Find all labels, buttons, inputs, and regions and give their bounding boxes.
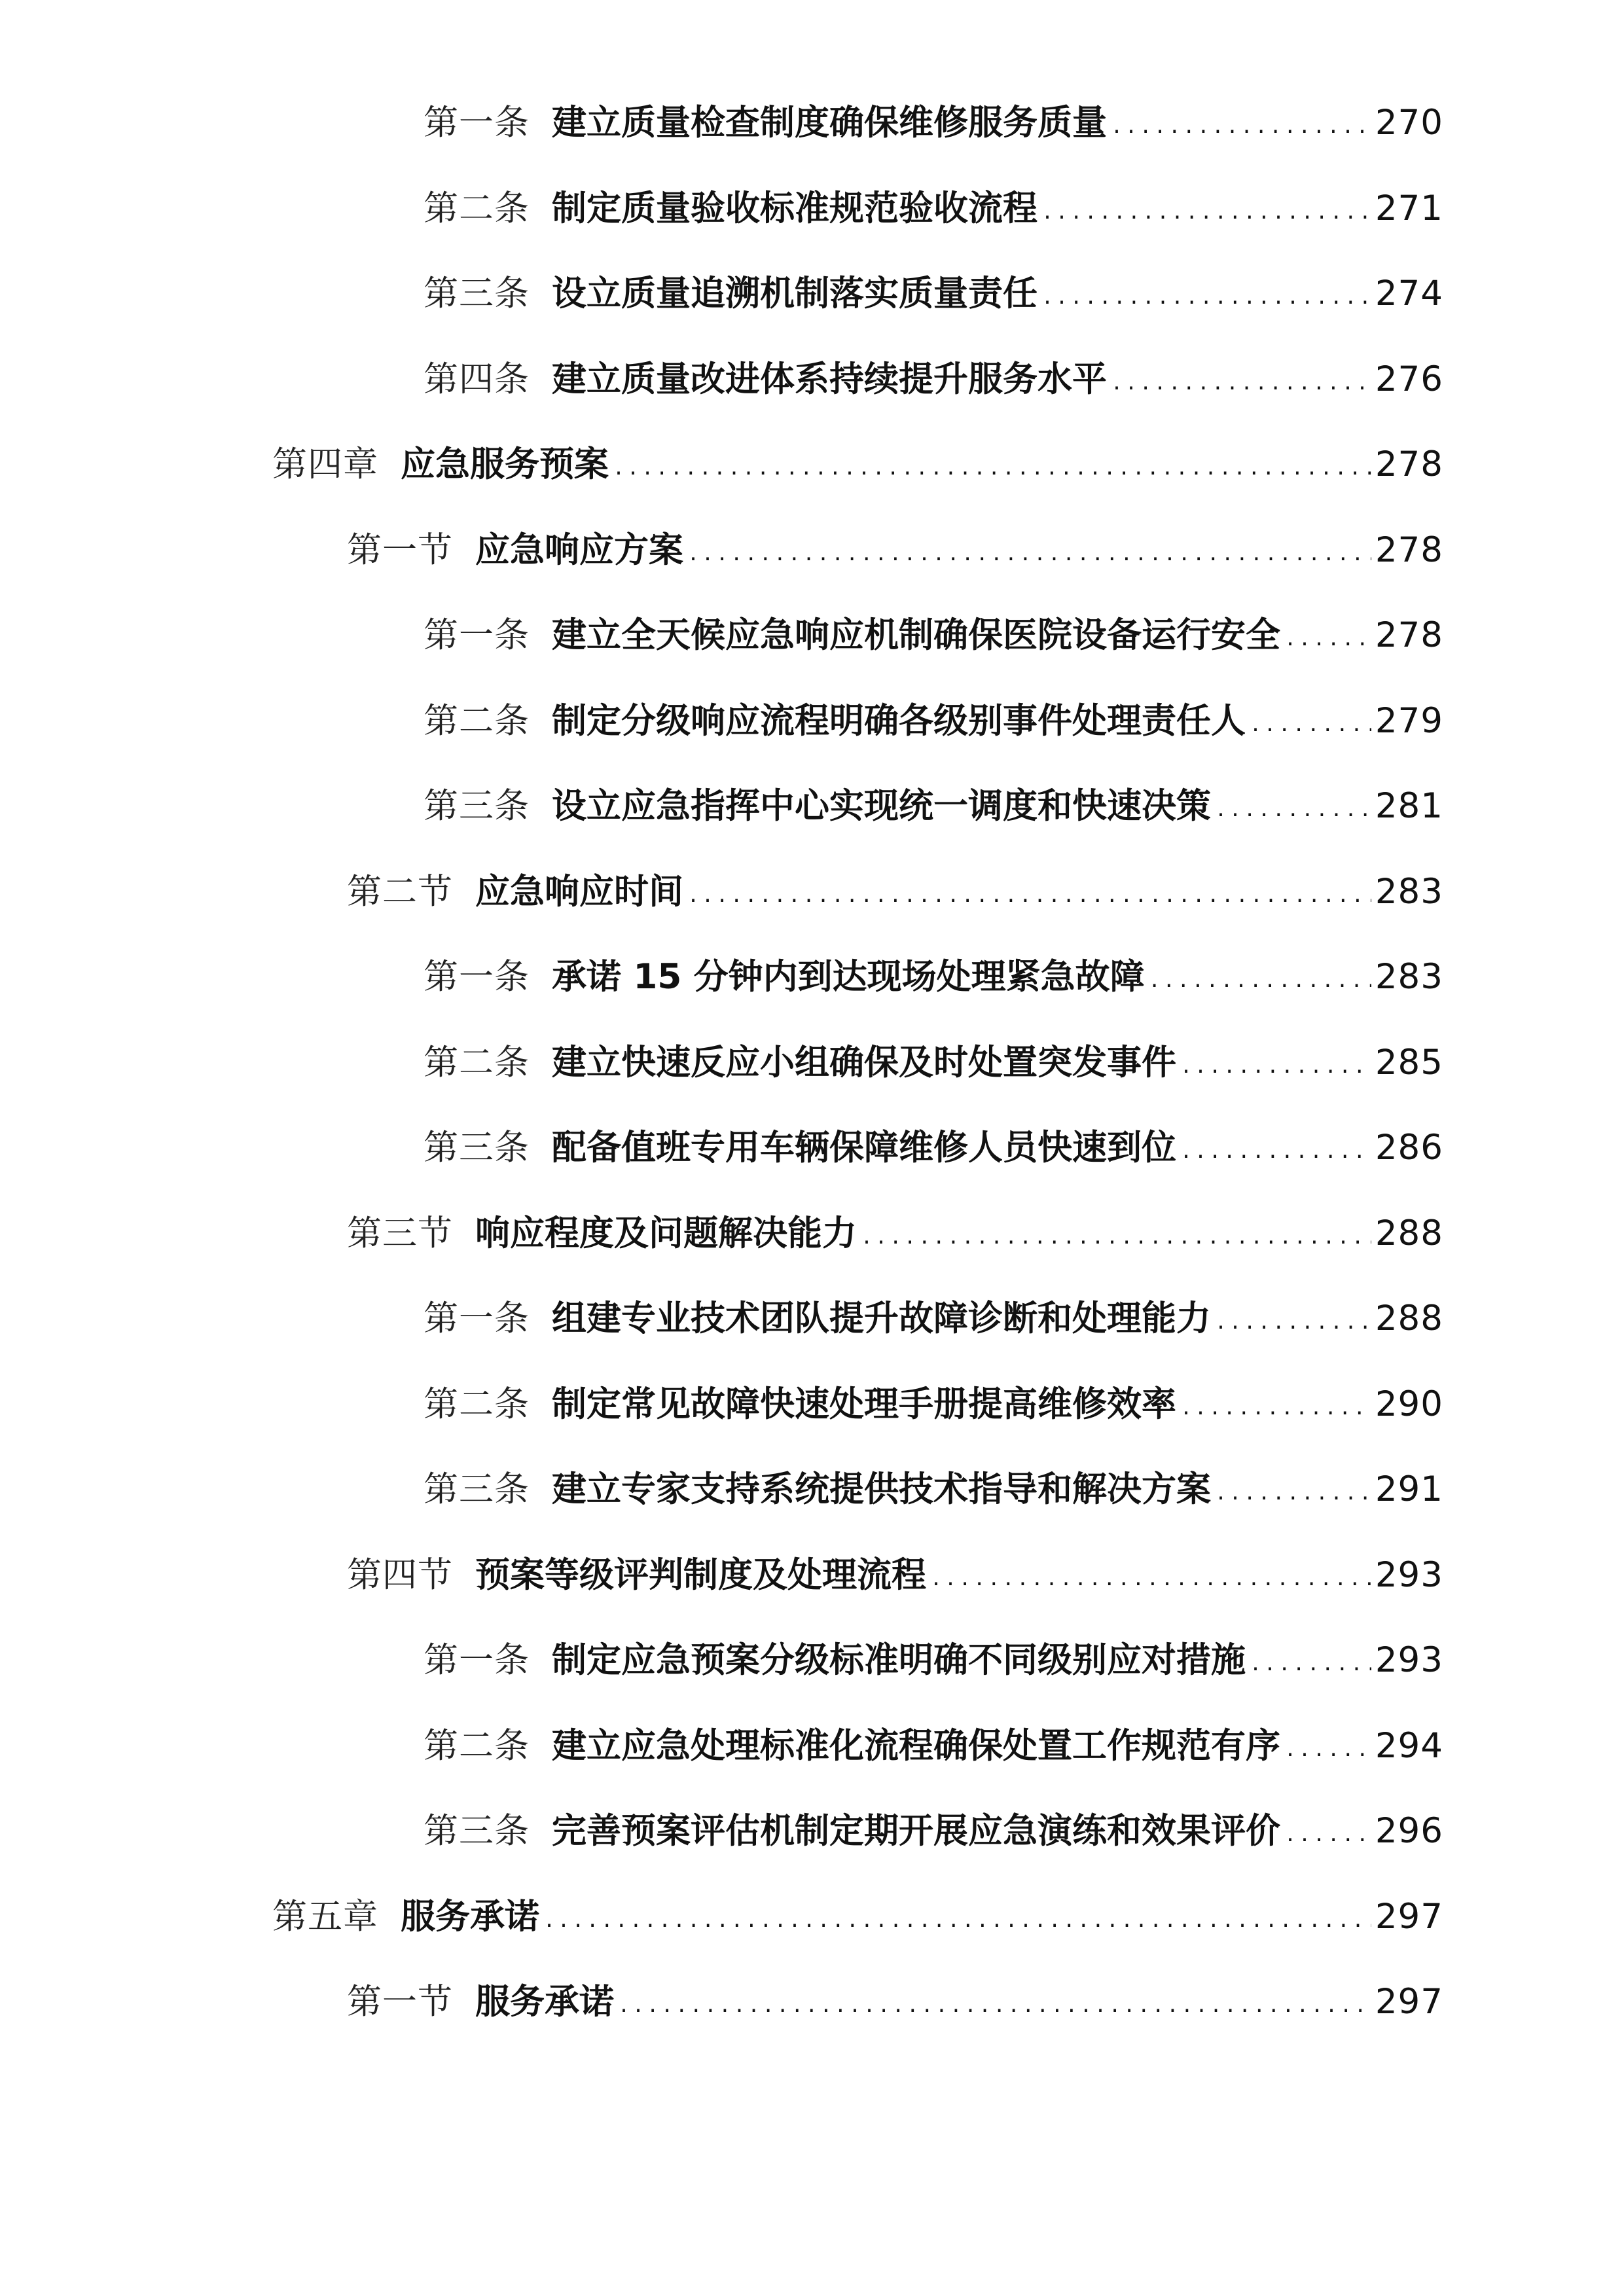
toc-entry-page-number: 278 xyxy=(1375,529,1443,570)
toc-dot-leader xyxy=(1180,1142,1371,1162)
toc-entry-line xyxy=(424,693,1624,743)
toc-dot-leader xyxy=(1250,715,1371,735)
toc-entry-line xyxy=(347,522,1624,572)
toc-entry-label: 第一节 xyxy=(347,1982,453,2022)
toc-dot-leader xyxy=(930,1570,1371,1589)
toc-entry-line xyxy=(424,1291,1624,1340)
toc-entry[interactable] xyxy=(0,1785,1624,1871)
toc-entry-label: 第一条 xyxy=(424,1640,530,1681)
toc-entry-line xyxy=(424,1803,1624,1853)
toc-entry-title: 建立质量检查制度确保维修服务质量 xyxy=(552,103,1107,143)
toc-entry-line xyxy=(347,1547,1624,1597)
toc-entry-page-number: 297 xyxy=(1375,1896,1443,1937)
toc-entry-label: 第二条 xyxy=(424,1384,530,1424)
toc-entry-title: 建立快速反应小组确保及时处置突发事件 xyxy=(552,1042,1176,1083)
toc-entry-label: 第三条 xyxy=(424,274,530,314)
toc-dot-leader xyxy=(618,1996,1371,2016)
toc-entry[interactable] xyxy=(0,590,1624,675)
toc-entry-page-number: 291 xyxy=(1375,1469,1443,1510)
toc-entry-title: 应急服务预案 xyxy=(401,444,609,485)
toc-entry-label: 第三条 xyxy=(424,786,530,827)
toc-entry[interactable] xyxy=(0,1273,1624,1359)
toc-entry-label: 第二条 xyxy=(424,188,530,228)
toc-entry-line xyxy=(347,864,1624,914)
toc-entry-title: 应急响应方案 xyxy=(475,529,683,570)
toc-entry-line xyxy=(424,1376,1624,1426)
toc-dot-leader xyxy=(543,1911,1371,1931)
toc-entry-label: 第三条 xyxy=(424,1811,530,1852)
toc-entry-page-number: 279 xyxy=(1375,700,1443,741)
toc-entry-line xyxy=(424,1718,1624,1768)
toc-entry-page-number: 283 xyxy=(1375,871,1443,912)
toc-entry[interactable] xyxy=(0,1530,1624,1615)
toc-entry[interactable] xyxy=(0,675,1624,761)
toc-dot-leader xyxy=(1284,1825,1371,1845)
toc-entry-label: 第二条 xyxy=(424,1042,530,1083)
toc-entry-page-number: 285 xyxy=(1375,1042,1443,1083)
toc-entry-label: 第一条 xyxy=(424,103,530,143)
toc-entry[interactable] xyxy=(0,1017,1624,1103)
toc-dot-leader xyxy=(1111,374,1371,393)
toc-entry-label: 第四节 xyxy=(347,1554,453,1595)
toc-entry[interactable] xyxy=(0,1444,1624,1530)
toc-entry-page-number: 270 xyxy=(1375,103,1443,143)
toc-dot-leader xyxy=(1215,1313,1371,1333)
toc-entry[interactable] xyxy=(0,931,1624,1017)
toc-entry-title: 配备值班专用车辆保障维修人员快速到位 xyxy=(552,1128,1176,1168)
toc-entry-title: 组建专业技术团队提升故障诊断和处理能力 xyxy=(552,1299,1211,1339)
toc-entry[interactable] xyxy=(0,1359,1624,1444)
toc-entry-title: 设立质量追溯机制落实质量责任 xyxy=(552,274,1038,314)
toc-entry-label: 第四条 xyxy=(424,359,530,399)
toc-entry-label: 第一条 xyxy=(424,1299,530,1339)
toc-entry[interactable] xyxy=(0,77,1624,163)
toc-entry[interactable] xyxy=(0,1615,1624,1700)
toc-entry-title: 制定质量验收标准规范验收流程 xyxy=(552,188,1038,228)
toc-entry-page-number: 278 xyxy=(1375,615,1443,656)
toc-entry[interactable] xyxy=(0,505,1624,590)
toc-entry-label: 第二节 xyxy=(347,871,453,912)
toc-entry-line xyxy=(272,437,1624,486)
toc-entry-line xyxy=(424,778,1624,828)
toc-dot-leader xyxy=(861,1228,1371,1247)
toc-entry-label: 第三节 xyxy=(347,1213,453,1253)
toc-entry-title: 制定应急预案分级标准明确不同级别应对措施 xyxy=(552,1640,1246,1681)
toc-entry-title: 建立专家支持系统提供技术指导和解决方案 xyxy=(552,1469,1211,1510)
toc-dot-leader xyxy=(1180,1057,1371,1077)
toc-entry-label: 第四章 xyxy=(272,444,378,485)
toc-entry-title: 建立应急处理标准化流程确保处置工作规范有序 xyxy=(552,1725,1280,1766)
toc-dot-leader xyxy=(1041,203,1371,223)
toc-entry-page-number: 274 xyxy=(1375,274,1443,314)
toc-entry-line xyxy=(424,1632,1624,1682)
toc-entry[interactable] xyxy=(0,334,1624,420)
toc-entry-line xyxy=(424,351,1624,401)
toc-entry-label: 第一节 xyxy=(347,529,453,570)
toc-entry-page-number: 297 xyxy=(1375,1982,1443,2022)
table-of-contents xyxy=(0,77,1624,2042)
toc-dot-leader xyxy=(687,886,1371,906)
toc-entry-label: 第五章 xyxy=(272,1896,378,1937)
toc-entry-page-number: 296 xyxy=(1375,1811,1443,1852)
toc-entry-title: 设立应急指挥中心实现统一调度和快速决策 xyxy=(552,786,1211,827)
toc-entry[interactable] xyxy=(0,163,1624,249)
toc-dot-leader xyxy=(1111,117,1371,137)
toc-entry-line xyxy=(424,95,1624,145)
toc-entry-label: 第三条 xyxy=(424,1469,530,1510)
toc-dot-leader xyxy=(1149,971,1371,991)
toc-entry[interactable] xyxy=(0,1871,1624,1957)
toc-entry-title: 建立全天候应急响应机制确保医院设备运行安全 xyxy=(552,615,1280,656)
toc-entry-page-number: 283 xyxy=(1375,957,1443,997)
toc-entry[interactable] xyxy=(0,1188,1624,1274)
toc-entry[interactable] xyxy=(0,248,1624,334)
toc-entry-line xyxy=(424,949,1624,999)
toc-dot-leader xyxy=(1215,800,1371,820)
toc-entry-label: 第二条 xyxy=(424,1725,530,1766)
toc-entry-page-number: 288 xyxy=(1375,1213,1443,1253)
toc-dot-leader xyxy=(1284,1740,1371,1760)
toc-entry-label: 第一条 xyxy=(424,957,530,997)
toc-entry-line xyxy=(272,1889,1624,1939)
toc-entry-title: 预案等级评判制度及处理流程 xyxy=(475,1554,926,1595)
toc-dot-leader xyxy=(1041,288,1371,308)
toc-entry-line xyxy=(347,1206,1624,1255)
toc-entry-page-number: 276 xyxy=(1375,359,1443,399)
toc-entry-page-number: 288 xyxy=(1375,1299,1443,1339)
toc-entry[interactable] xyxy=(0,419,1624,505)
toc-entry-page-number: 290 xyxy=(1375,1384,1443,1424)
toc-entry[interactable] xyxy=(0,1956,1624,2042)
toc-entry-line xyxy=(424,1462,1624,1511)
toc-dot-leader xyxy=(1180,1399,1371,1418)
toc-entry-title: 应急响应时间 xyxy=(475,871,683,912)
toc-entry-page-number: 293 xyxy=(1375,1640,1443,1681)
toc-entry-page-number: 294 xyxy=(1375,1725,1443,1766)
toc-entry-line xyxy=(424,181,1624,230)
toc-entry-page-number: 286 xyxy=(1375,1128,1443,1168)
toc-entry-title: 制定分级响应流程明确各级别事件处理责任人 xyxy=(552,700,1246,741)
toc-entry-title: 服务承诺 xyxy=(401,1896,539,1937)
toc-entry-title: 服务承诺 xyxy=(475,1982,614,2022)
toc-dot-leader xyxy=(687,545,1371,564)
toc-dot-leader xyxy=(1215,1484,1371,1503)
toc-entry-title: 承诺 15 分钟内到达现场处理紧急故障 xyxy=(552,957,1145,997)
toc-entry-page-number: 281 xyxy=(1375,786,1443,827)
toc-entry[interactable] xyxy=(0,761,1624,846)
toc-entry-page-number: 278 xyxy=(1375,444,1443,485)
toc-entry-line xyxy=(347,1974,1624,2024)
toc-dot-leader xyxy=(613,459,1371,478)
toc-entry-line xyxy=(424,1120,1624,1170)
toc-dot-leader xyxy=(1284,630,1371,649)
toc-entry-label: 第三条 xyxy=(424,1128,530,1168)
toc-entry[interactable] xyxy=(0,846,1624,932)
toc-dot-leader xyxy=(1250,1655,1371,1674)
toc-entry[interactable] xyxy=(0,1102,1624,1188)
toc-entry-line xyxy=(424,1035,1624,1085)
toc-entry-title: 响应程度及问题解决能力 xyxy=(475,1213,857,1253)
toc-entry-line xyxy=(424,266,1624,315)
toc-entry-title: 制定常见故障快速处理手册提高维修效率 xyxy=(552,1384,1176,1424)
toc-entry-page-number: 271 xyxy=(1375,188,1443,228)
toc-entry-page-number: 293 xyxy=(1375,1554,1443,1595)
toc-entry-title: 完善预案评估机制定期开展应急演练和效果评价 xyxy=(552,1811,1280,1852)
toc-entry-label: 第二条 xyxy=(424,700,530,741)
toc-entry-title: 建立质量改进体系持续提升服务水平 xyxy=(552,359,1107,399)
toc-entry[interactable] xyxy=(0,1700,1624,1786)
toc-entry-line xyxy=(424,607,1624,657)
toc-entry-label: 第一条 xyxy=(424,615,530,656)
